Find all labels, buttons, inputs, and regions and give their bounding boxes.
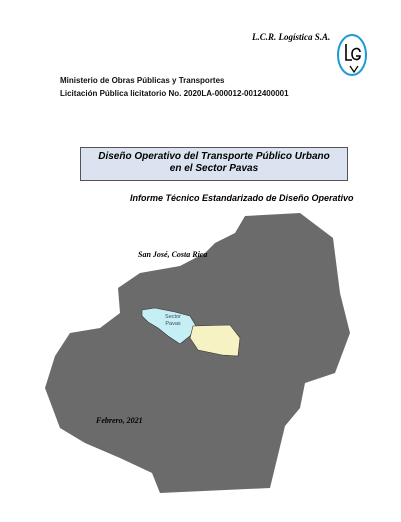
sector-label-line1: Sector: [165, 314, 181, 320]
document-date: Febrero, 2021: [96, 416, 143, 425]
sector-pavas-label: [160, 314, 186, 328]
ministry-name: Ministerio de Obras Públicas y Transportes: [60, 76, 225, 85]
company-logo: [336, 32, 368, 78]
location-text: San José, Costa Rica: [138, 250, 208, 259]
document-title-box: [80, 147, 348, 181]
document-subtitle: Informe Técnico Estandarizado de Diseño Operativo: [130, 193, 354, 203]
document-title-line2: en el Sector Pavas: [169, 163, 259, 174]
company-name: L.C.R. Logística S.A.: [252, 32, 331, 42]
tender-number: Licitación Pública licitatorio No. 2020LA-000012-0012400001: [60, 89, 289, 98]
sector-label-line2: Pavas: [165, 321, 181, 327]
document-title-line1: Diseño Operativo del Transporte Público Urbano: [98, 151, 330, 162]
ministry-block: [60, 74, 289, 100]
